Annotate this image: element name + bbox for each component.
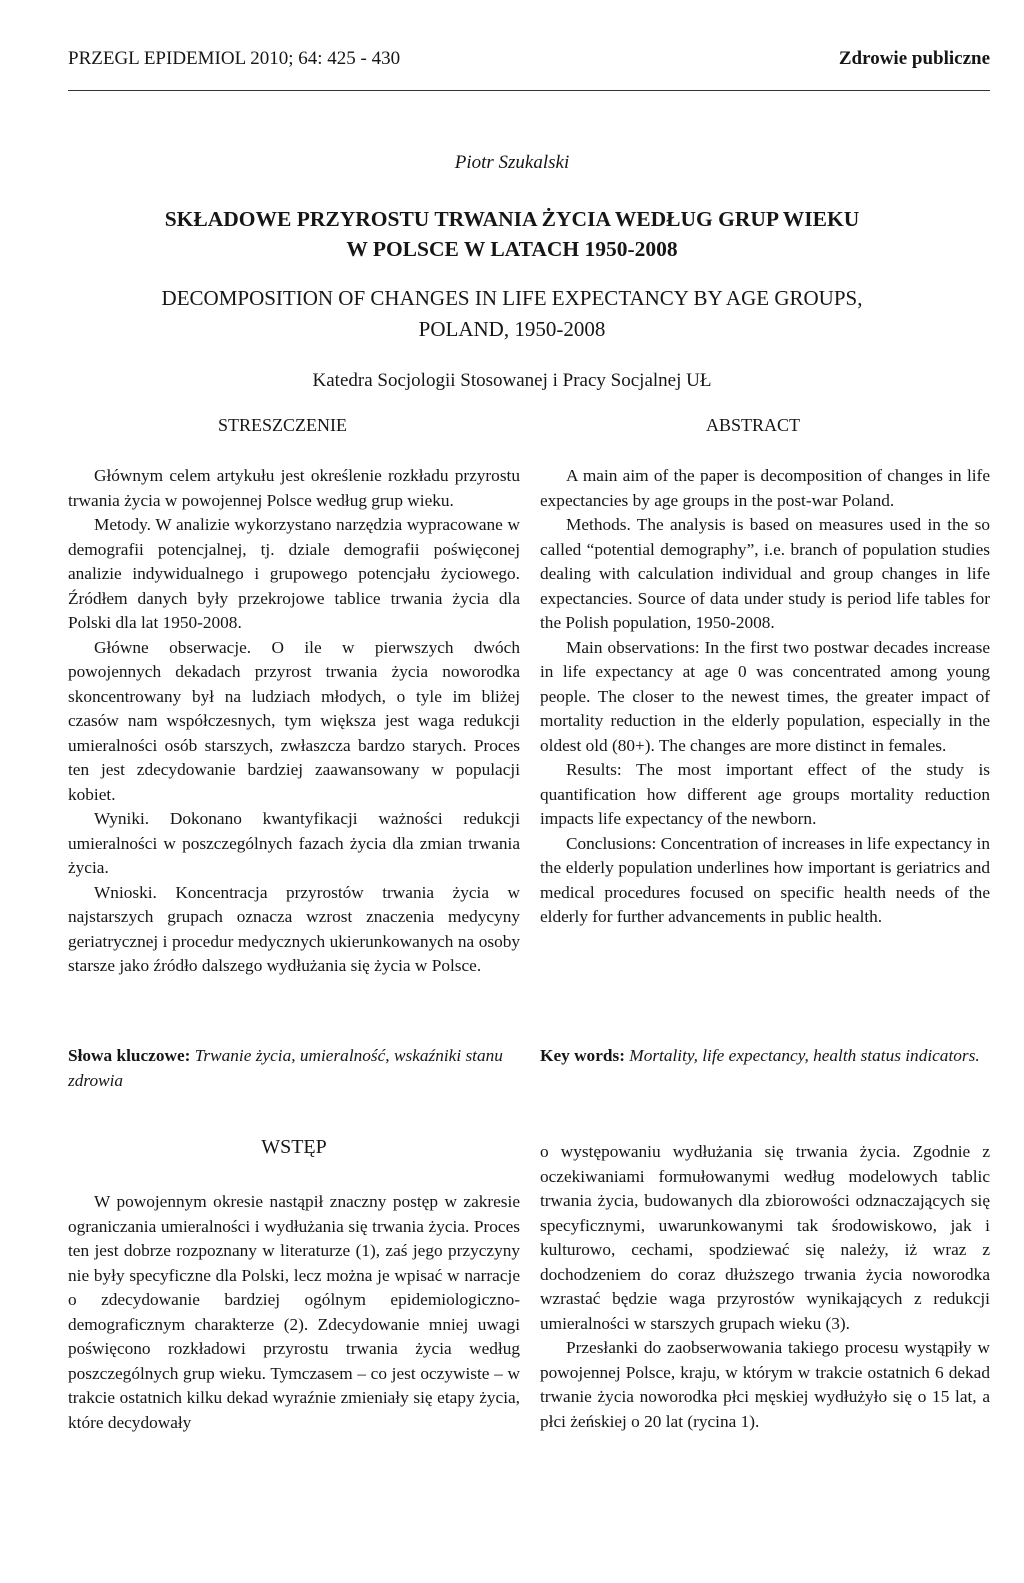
title-english-line-2: POLAND, 1950-2008 xyxy=(418,317,606,341)
abstract-pl-paragraph: Główne obserwacje. O ile w pierwszych dwóch powojennych dekadach przyrost trwania życia noworodka skoncentrowany był na ludziach młodych, o tyle im bliżej czasów nam współczesnych, tym większa jest waga redukcji umieralności osób starszych, zwłaszcza bardzo starych. Proces ten jest zdecydowanie bardziej zaawansowany w populacji kobiet. xyxy=(68,637,520,804)
title-english-line-1: DECOMPOSITION OF CHANGES IN LIFE EXPECTANCY BY AGE GROUPS, xyxy=(161,286,863,310)
keywords-en-label: Key words: xyxy=(540,1046,625,1065)
running-header xyxy=(68,48,990,78)
abstract-pl-heading: STRESZCZENIE xyxy=(218,415,347,435)
abstract-en-paragraph: Conclusions: Concentration of increases in life expectancy in the elderly population underlines how important is geriatrics and medical procedures focused on specific health needs of the elderly for further advancements in public health. xyxy=(540,833,990,926)
intro-paragraph: o występowaniu wydłużania się trwania życia. Zgodnie z oczekiwaniami formułowanymi według modelowych tablic trwania życia, budowanych dla zbiorowości odznaczających się specyficznymi, uwarunkowanymi tak środowiskowo, jak i kulturowo, cechami, spodziewać się należy, iż wraz z dochodzeniem do coraz dłuższego trwania życia noworodka wzrastać będzie waga przyrostów wynikających z redukcji umieralności w starszych grupach wieku (3). xyxy=(540,1142,990,1333)
abstract-pl-paragraph: Wyniki. Dokonano kwantyfikacji ważności redukcji umieralności w poszczególnych fazach życia dla zmian trwania życia. xyxy=(68,809,520,877)
intro-paragraph: Przesłanki do zaobserwowania takiego procesu wystąpiły w powojennej Polsce, kraju, w którym w trakcie ostatnich 6 dekad trwanie życia noworodka płci męskiej wydłużyło się o 15 lat, a płci żeńskiej o 20 lat (rycina 1). xyxy=(540,1338,990,1431)
abstract-pl-body xyxy=(68,464,520,979)
keywords-en xyxy=(540,1044,990,1069)
title-polish xyxy=(0,204,1024,264)
abstract-en-heading: ABSTRACT xyxy=(706,415,801,435)
title-polish-line-2: W POLSCE W LATACH 1950-2008 xyxy=(346,237,678,261)
journal-citation: PRZEGL EPIDEMIOL 2010; 64: 425 - 430 xyxy=(68,48,401,69)
intro-body-right xyxy=(540,1140,990,1434)
abstract-en-paragraph: Results: The most important effect of the study is quantification how different age groups mortality reduction impacts life expectancy of the newborn. xyxy=(540,760,990,828)
author-name: Piotr Szukalski xyxy=(454,152,570,173)
section-label: Zdrowie publiczne xyxy=(838,48,990,69)
abstract-en-body xyxy=(540,464,990,930)
title-polish-line-1: SKŁADOWE PRZYROSTU TRWANIA ŻYCIA WEDŁUG GRUP WIEKU xyxy=(164,207,860,231)
intro-paragraph: W powojennym okresie nastąpił znaczny postęp w zakresie ograniczania umieralności i wydłużania się trwania życia. Proces ten jest dobrze rozpoznany w literaturze (1), zaś jego przyczyny nie były specyficzne dla Polski, lecz można je wpisać w narracje o zdecydowanie bardziej ogólnym epidemiologiczno-demograficznym charakterze (2). Zdecydowanie mniej uwagi poświęcono rozkładowi przyrostu trwania życia według poszczególnych grup wieku. Tymczasem – co jest oczywiste – w trakcie ostatnich kilku dekad wyraźnie zmieniały się etapy życia, które decydowały xyxy=(68,1192,520,1432)
abstract-pl-paragraph: Wnioski. Koncentracja przyrostów trwania życia w najstarszych grupach oznacza wzrost znaczenia medycyny geriatrycznej i procedur medycznych ukierunkowanych na osoby starsze jako źródło dalszego wydłużania się życia w Polsce. xyxy=(68,882,520,975)
abstract-en-paragraph: Methods. The analysis is based on measures used in the so called “potential demography”, i.e. branch of population studies dealing with calculation individual and group changes in life expectancies. Source of data under study is period life tables for the Polish population, 1950-2008. xyxy=(540,515,990,632)
title-english xyxy=(0,283,1024,345)
abstract-en-paragraph: A main aim of the paper is decomposition of changes in life expectancies by age groups in the post-war Poland. xyxy=(540,466,990,510)
affiliation: Katedra Socjologii Stosowanej i Pracy Socjalnej UŁ xyxy=(312,370,712,391)
abstract-pl-paragraph: Głównym celem artykułu jest określenie rozkładu przyrostu trwania życia w powojennej Polsce według grup wieku. xyxy=(68,466,520,510)
keywords-pl-label: Słowa kluczowe: xyxy=(68,1046,191,1065)
abstract-pl-paragraph: Metody. W analizie wykorzystano narzędzia wypracowane w demografii potencjalnej, tj. dziale demografii poświęconej analizie indywidualnego i grupowego potencjału życiowego. Źródłem danych były przekrojowe tablice trwania życia dla Polski dla lat 1950-2008. xyxy=(68,515,520,632)
intro-heading: WSTĘP xyxy=(261,1136,327,1158)
header-rule xyxy=(68,90,990,91)
intro-body-left xyxy=(68,1190,520,1435)
keywords-pl-values: Trwanie życia, umieralność, wskaźniki stanu zdrowia xyxy=(68,1046,503,1090)
abstract-en-paragraph: Main observations: In the first two postwar decades increase in life expectancy at age 0 was concentrated among young people. The closer to the newest times, the greater impact of mortality reduction in the elderly population, especially in the oldest old (80+). The changes are more distinct in females. xyxy=(540,637,990,755)
keywords-en-values: Mortality, life expectancy, health status indicators. xyxy=(629,1046,980,1065)
keywords-pl xyxy=(68,1044,520,1093)
